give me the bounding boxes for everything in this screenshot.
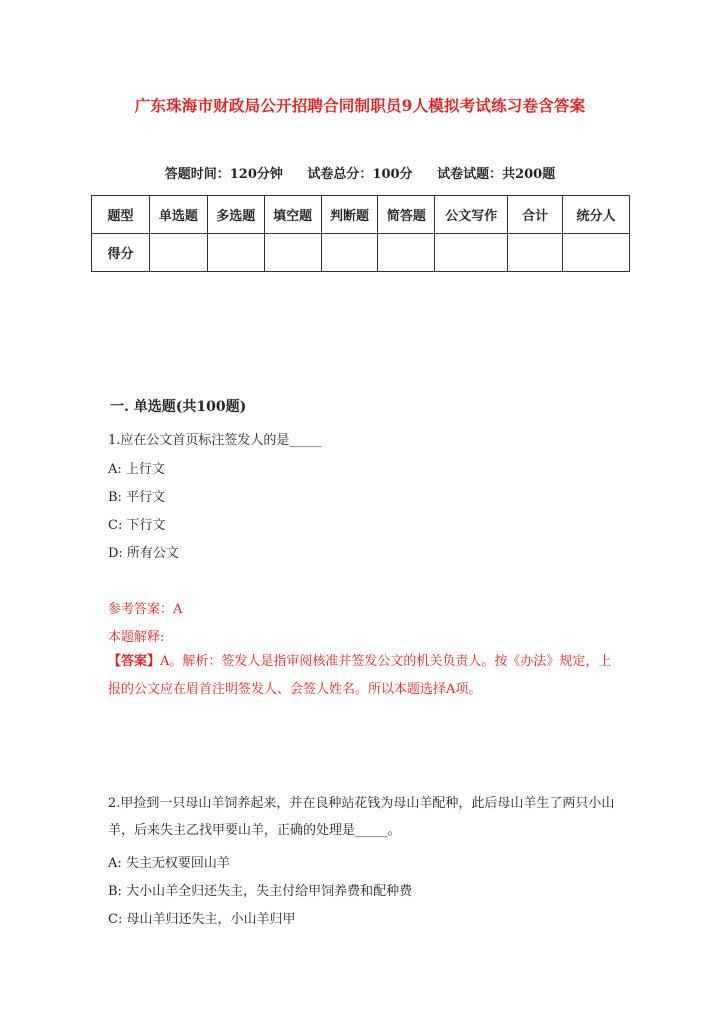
question-2-stem: 2.甲捡到一只母山羊饲养起来，并在良种站花钱为母山羊配种，此后母山羊生了两只小山羊，后来失主乙找甲要山羊，正确的处理是_____。 [108, 796, 615, 838]
exam-meta [0, 163, 720, 182]
score-table-header: 判断题 [321, 196, 378, 234]
score-table-header: 统分人 [563, 196, 630, 234]
score-row-label: 得分 [92, 234, 150, 272]
question-1-explain-label: 本题解释: [108, 630, 165, 645]
score-table [91, 195, 630, 272]
exam-total-score: 试卷总分：100分 [307, 167, 413, 182]
score-table-header: 题型 [92, 196, 150, 234]
score-table-header-row [92, 196, 630, 234]
question-1-stem: 1.应在公文首页标注签发人的是_____ [108, 433, 322, 448]
exam-question-count: 试卷试题：共200题 [437, 167, 556, 182]
score-cell [378, 234, 435, 272]
document-title: 广东珠海市财政局公开招聘合同制职员9人模拟考试练习卷含答案 [134, 96, 586, 115]
question-1-option-b: B: 平行文 [108, 490, 166, 505]
score-table-score-row [92, 234, 630, 272]
score-cell [264, 234, 321, 272]
explanation-text: A。解析：签发人是指审阅核准并签发公文的机关负责人。按《办法》规定，上报的公文应在眉首注明签发人、会签人姓名。所以本题选择A项。 [108, 654, 612, 697]
score-table-header: 单选题 [149, 196, 207, 234]
question-1-option-c: C: 下行文 [108, 518, 166, 533]
exam-time: 答题时间：120分钟 [164, 167, 283, 182]
score-table-header: 简答题 [378, 196, 435, 234]
score-table-header: 公文写作 [435, 196, 508, 234]
score-cell [563, 234, 630, 272]
score-cell [508, 234, 563, 272]
question-1-explanation [108, 648, 623, 704]
question-1-answer: 参考答案：A [108, 602, 183, 617]
section-heading: 一. 单选题(共100题) [110, 399, 247, 415]
score-table-header: 填空题 [264, 196, 321, 234]
score-table-header: 合计 [508, 196, 563, 234]
score-cell [207, 234, 264, 272]
score-cell [321, 234, 378, 272]
question-2-option-a: A: 失主无权要回山羊 [108, 856, 230, 871]
score-table-header: 多选题 [207, 196, 264, 234]
question-2-option-b: B: 大小山羊全归还失主，失主付给甲饲养费和配种费 [108, 884, 413, 899]
question-2-option-c: C: 母山羊归还失主，小山羊归甲 [108, 912, 296, 927]
score-cell [435, 234, 508, 272]
question-1-option-d: D: 所有公文 [108, 546, 179, 561]
score-cell [149, 234, 207, 272]
question-1-option-a: A: 上行文 [108, 462, 165, 477]
answer-tag: 【答案】 [108, 654, 161, 669]
